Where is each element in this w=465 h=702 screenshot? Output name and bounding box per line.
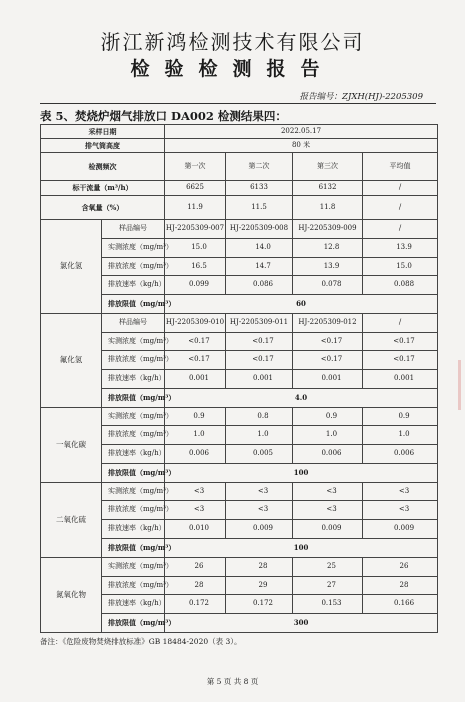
measurement-value: 13.9: [293, 257, 363, 276]
measurement-value: 0.172: [226, 595, 293, 614]
limit-label: 排放限值（mg/m³）: [102, 614, 165, 633]
sample-id: HJ-2205309-012: [293, 313, 363, 332]
measurement-value: 1.0: [165, 426, 226, 445]
measurement-label: 排放浓度（mg/m³）: [102, 501, 165, 520]
measurement-value: 26: [363, 557, 438, 576]
limit-value: 300: [165, 614, 438, 633]
limit-label: 排放限值（mg/m³）: [102, 388, 165, 407]
flow-value: /: [363, 181, 438, 196]
measurement-value: <0.17: [293, 332, 363, 351]
sample-id: HJ-2205309-010: [165, 313, 226, 332]
measurement-value: 0.9: [165, 407, 226, 426]
frequency-label: 检测频次: [41, 153, 165, 181]
pollutant-name: 一氧化碳: [41, 407, 102, 482]
sample-id: /: [363, 219, 438, 238]
limit-value: 100: [165, 538, 438, 557]
table-note: 备注：《危险废物焚烧排放标准》GB 18484-2020（表 3）。: [40, 637, 242, 646]
measurement-value: 0.006: [363, 445, 438, 464]
measurement-value: <0.17: [226, 332, 293, 351]
measurement-value: 0.010: [165, 520, 226, 539]
report-number-label: 报告编号：: [299, 92, 343, 102]
measurement-label: 排放速率（kg/h）: [102, 370, 165, 389]
measurement-value: 28: [363, 576, 438, 595]
measurement-label: 排放速率（kg/h）: [102, 445, 165, 464]
sample-date-label: 采样日期: [41, 125, 165, 139]
measurement-value: 0.9: [293, 407, 363, 426]
measurement-label: 实测浓度（mg/m³）: [102, 557, 165, 576]
sample-id: HJ-2205309-007: [165, 219, 226, 238]
oxygen-value: 11.9: [165, 196, 226, 220]
row-sample-ids: [41, 219, 438, 238]
measurement-value: 0.088: [363, 276, 438, 295]
measurement-value: 16.5: [165, 257, 226, 276]
company-name: 浙江新鸿检测技术有限公司: [100, 30, 365, 54]
limit-label: 排放限值（mg/m³）: [102, 463, 165, 482]
measurement-value: 27: [293, 576, 363, 595]
sample-id: /: [363, 313, 438, 332]
measurement-value: 12.8: [293, 238, 363, 257]
table-title: 表 5、焚烧炉烟气排放口 DA002 检测结果四：: [40, 109, 287, 123]
col-header-1: 第一次: [165, 153, 226, 181]
measurement-value: 0.8: [226, 407, 293, 426]
row-sample-ids: [41, 313, 438, 332]
measurement-value: 14.7: [226, 257, 293, 276]
measurement-value: 0.009: [293, 520, 363, 539]
limit-label: 排放限值（mg/m³）: [102, 538, 165, 557]
measurement-label: 排放速率（kg/h）: [102, 276, 165, 295]
measurement-row: [41, 482, 438, 501]
measurement-value: 0.172: [165, 595, 226, 614]
row-frequency: [41, 153, 438, 181]
measurement-value: 25: [293, 557, 363, 576]
measurement-value: 14.0: [226, 238, 293, 257]
measurement-value: 0.006: [293, 445, 363, 464]
measurement-value: <0.17: [226, 351, 293, 370]
measurement-label: 排放速率（kg/h）: [102, 595, 165, 614]
measurement-value: 0.009: [363, 520, 438, 539]
measurement-label: 排放速率（kg/h）: [102, 520, 165, 539]
measurement-value: 0.001: [165, 370, 226, 389]
measurement-value: 0.099: [165, 276, 226, 295]
row-sample-date: [41, 125, 438, 139]
col-header-3: 第三次: [293, 153, 363, 181]
limit-value: 100: [165, 463, 438, 482]
measurement-value: <3: [165, 501, 226, 520]
oxygen-value: 11.8: [293, 196, 363, 220]
report-number: [300, 90, 423, 102]
measurement-value: 15.0: [363, 257, 438, 276]
pollutant-name: 氟化氢: [41, 313, 102, 407]
limit-value: 4.0: [165, 388, 438, 407]
measurement-label: 排放浓度（mg/m³）: [102, 576, 165, 595]
measurement-value: 0.006: [165, 445, 226, 464]
report-title: 检验检测报告: [130, 58, 335, 80]
measurement-value: <3: [293, 482, 363, 501]
measurement-value: 1.0: [226, 426, 293, 445]
pollutant-name: 氮氧化物: [41, 557, 102, 632]
measurement-value: <3: [226, 482, 293, 501]
measurement-value: 28: [165, 576, 226, 595]
stack-height-value: 80 米: [165, 139, 438, 153]
measurement-value: 0.001: [293, 370, 363, 389]
report-number-value: ZJXH(HJ)-2205309: [342, 92, 423, 102]
flow-value: 6132: [293, 181, 363, 196]
measurement-value: 1.0: [363, 426, 438, 445]
measurement-value: <3: [293, 501, 363, 520]
header-rule: [40, 103, 436, 104]
measurement-value: <0.17: [293, 351, 363, 370]
limit-value: 60: [165, 295, 438, 314]
oxygen-label: 含氧量（%）: [41, 196, 165, 220]
measurement-row: [41, 557, 438, 576]
measurement-value: <0.17: [165, 351, 226, 370]
measurement-value: 13.9: [363, 238, 438, 257]
measurement-label: 排放浓度（mg/m³）: [102, 426, 165, 445]
measurement-value: 0.001: [226, 370, 293, 389]
flow-label: 标干流量（m³/h）: [41, 181, 165, 196]
sample-id-label: 样品编号: [102, 313, 165, 332]
sample-date-value: 2022.05.17: [165, 125, 438, 139]
page-edge-mark: [458, 360, 461, 410]
measurement-value: 0.078: [293, 276, 363, 295]
measurement-value: <0.17: [165, 332, 226, 351]
measurement-value: 0.086: [226, 276, 293, 295]
measurement-value: 28: [226, 557, 293, 576]
measurement-value: 29: [226, 576, 293, 595]
pollutant-name: 氯化氢: [41, 219, 102, 313]
page-number: 第 5 页 共 8 页: [206, 677, 259, 686]
col-header-2: 第二次: [226, 153, 293, 181]
measurement-value: 0.001: [363, 370, 438, 389]
measurement-label: 排放浓度（mg/m³）: [102, 257, 165, 276]
sample-id: HJ-2205309-011: [226, 313, 293, 332]
measurement-value: 0.153: [293, 595, 363, 614]
measurement-value: 0.005: [226, 445, 293, 464]
row-stack-height: [41, 139, 438, 153]
row-oxygen: [41, 196, 438, 220]
row-flow: [41, 181, 438, 196]
measurement-value: <0.17: [363, 351, 438, 370]
sample-id: HJ-2205309-008: [226, 219, 293, 238]
results-table: [40, 124, 438, 633]
measurement-value: <3: [363, 501, 438, 520]
measurement-value: 15.0: [165, 238, 226, 257]
measurement-value: 0.009: [226, 520, 293, 539]
measurement-value: <3: [363, 482, 438, 501]
oxygen-value: 11.5: [226, 196, 293, 220]
measurement-value: <3: [226, 501, 293, 520]
col-header-avg: 平均值: [363, 153, 438, 181]
measurement-value: 1.0: [293, 426, 363, 445]
limit-label: 排放限值（mg/m³）: [102, 295, 165, 314]
sample-id-label: 样品编号: [102, 219, 165, 238]
flow-value: 6133: [226, 181, 293, 196]
pollutant-name: 二氧化硫: [41, 482, 102, 557]
measurement-label: 实测浓度（mg/m³）: [102, 407, 165, 426]
measurement-label: 实测浓度（mg/m³）: [102, 482, 165, 501]
measurement-value: 0.9: [363, 407, 438, 426]
stack-height-label: 排气筒高度: [41, 139, 165, 153]
measurement-label: 实测浓度（mg/m³）: [102, 332, 165, 351]
oxygen-value: /: [363, 196, 438, 220]
measurement-value: <3: [165, 482, 226, 501]
measurement-row: [41, 407, 438, 426]
measurement-label: 排放浓度（mg/m³）: [102, 351, 165, 370]
flow-value: 6625: [165, 181, 226, 196]
measurement-value: <0.17: [363, 332, 438, 351]
measurement-value: 26: [165, 557, 226, 576]
sample-id: HJ-2205309-009: [293, 219, 363, 238]
measurement-value: 0.166: [363, 595, 438, 614]
measurement-label: 实测浓度（mg/m³）: [102, 238, 165, 257]
